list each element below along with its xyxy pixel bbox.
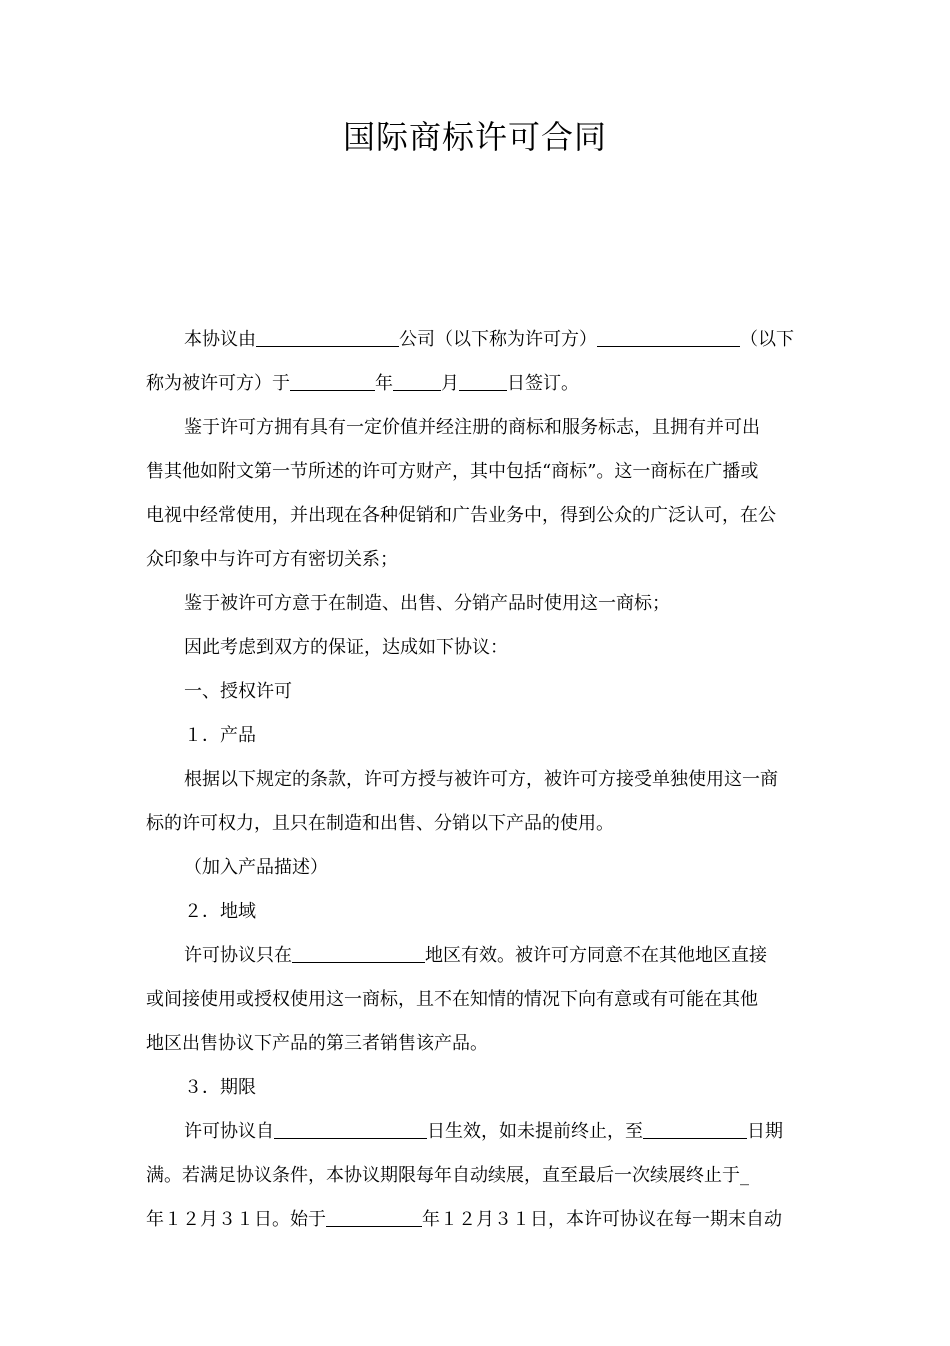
fill-in-blank <box>459 372 507 391</box>
fill-in-blank <box>292 944 425 963</box>
fill-in-blank <box>643 1120 747 1139</box>
text-segment: 日生效，如未提前终止，至 <box>427 1121 643 1142</box>
paragraph-line: 根据以下规定的条款，许可方授与被许可方，被许可方接受单独使用这一商 <box>184 769 778 790</box>
fill-in-blank <box>597 328 740 347</box>
fill-in-blank <box>274 1120 427 1139</box>
text-segment: 日期 <box>747 1121 783 1142</box>
paragraph-line: 标的许可权力，且只在制造和出售、分销以下产品的使用。 <box>146 813 614 834</box>
paragraph-line: 鉴于被许可方意于在制造、出售、分销产品时使用这一商标； <box>184 593 670 614</box>
paragraph-line: 地区出售协议下产品的第三者销售该产品。 <box>146 1033 488 1054</box>
text-segment: 年１２月３１日。始于 <box>146 1209 326 1230</box>
paragraph-line: 因此考虑到双方的保证，达成如下协议： <box>184 637 508 658</box>
paragraph-line: 售其他如附文第一节所述的许可方财产，其中包括“商标”。这一商标在广播或 <box>146 461 759 482</box>
text-segment: 许可协议自 <box>184 1121 274 1142</box>
text-segment: 月 <box>441 373 459 394</box>
text-segment: 地区有效。被许可方同意不在其他地区直接 <box>425 945 767 966</box>
text-segment: 本协议由 <box>184 329 256 350</box>
paragraph-line: 众印象中与许可方有密切关系； <box>146 549 398 570</box>
fill-in-blank <box>256 328 399 347</box>
text-segment: 称为被许可方）于 <box>146 373 290 394</box>
paragraph-line <box>146 1208 782 1232</box>
paragraph-line: 鉴于许可方拥有具有一定价值并经注册的商标和服务标志，且拥有并可出 <box>184 417 760 438</box>
document-title: 国际商标许可合同 <box>342 118 607 156</box>
subsection-heading: １．产品 <box>184 725 256 746</box>
section-heading: 一、授权许可 <box>184 681 292 702</box>
text-segment: 日签订。 <box>507 373 579 394</box>
paragraph-line <box>184 944 767 968</box>
paragraph-line <box>184 1120 783 1144</box>
text-segment: 公司（以下称为许可方） <box>399 329 597 350</box>
fill-in-blank <box>393 372 441 391</box>
text-segment: （以下 <box>740 329 794 350</box>
fill-in-blank <box>290 372 375 391</box>
text-segment: 许可协议只在 <box>184 945 292 966</box>
subsection-heading: ３．期限 <box>184 1077 256 1098</box>
fill-in-blank <box>326 1208 422 1227</box>
paragraph-line <box>146 372 579 396</box>
paragraph-line: 或间接使用或授权使用这一商标，且不在知情的情况下向有意或有可能在其他 <box>146 989 758 1010</box>
text-segment: 年 <box>375 373 393 394</box>
paragraph-line <box>184 328 794 352</box>
text-segment: 年１２月３１日，本许可协议在每一期末自动 <box>422 1209 782 1230</box>
paragraph-line: 满。若满足协议条件，本协议期限每年自动续展，直至最后一次续展终止于_ <box>146 1165 749 1186</box>
subsection-heading: ２．地域 <box>184 901 256 922</box>
paragraph-line: （加入产品描述） <box>184 857 328 878</box>
paragraph-line: 电视中经常使用，并出现在各种促销和广告业务中，得到公众的广泛认可，在公 <box>146 505 776 526</box>
